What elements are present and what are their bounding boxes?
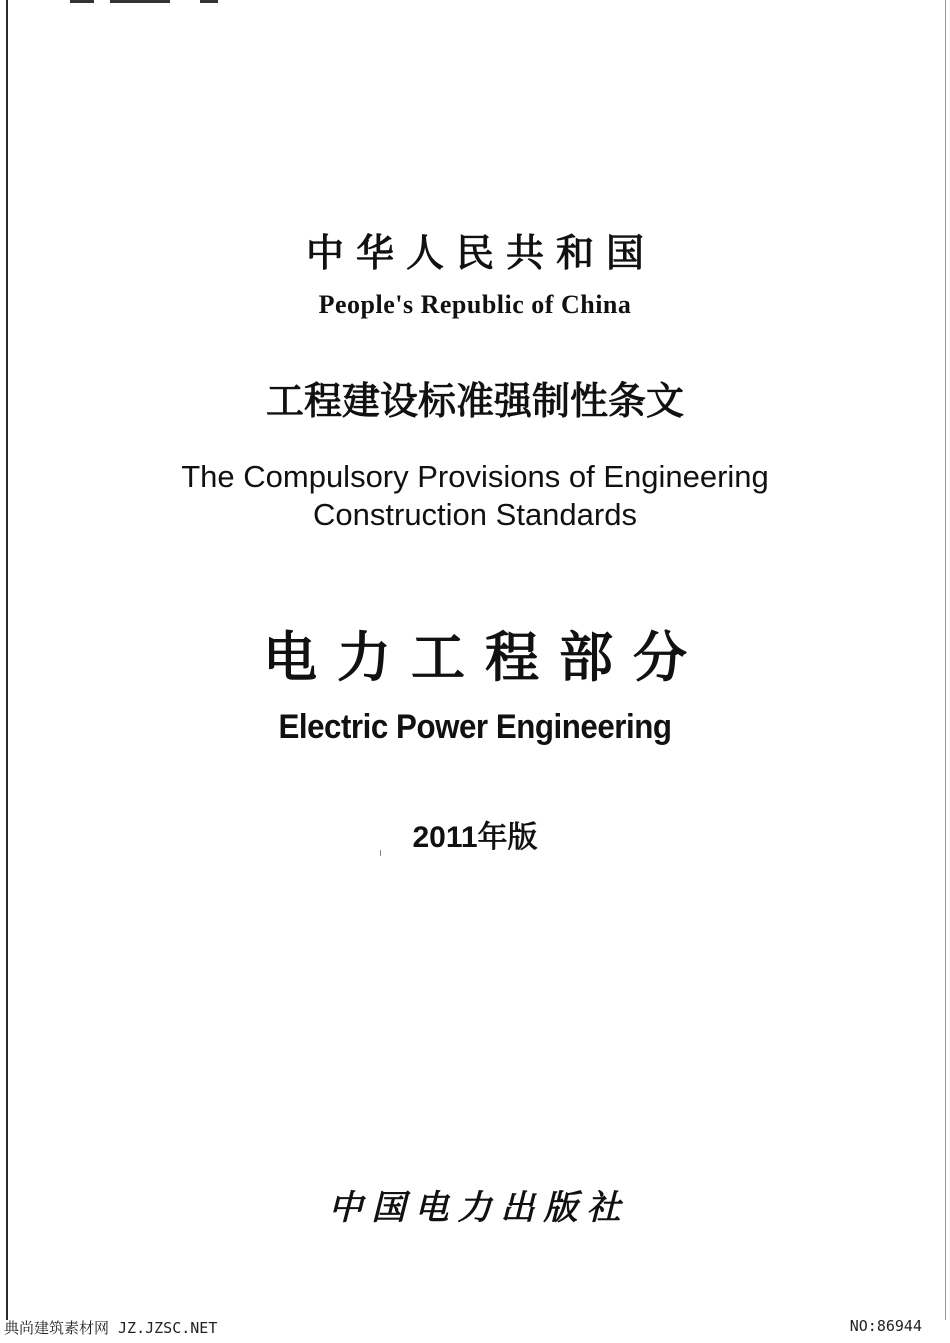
scan-mark (110, 0, 170, 3)
scan-mark (70, 0, 94, 3)
scan-mark (200, 0, 218, 3)
watermark-number: NO:86944 (849, 1317, 922, 1335)
edition-label: 2011年版 (412, 821, 538, 854)
country-name-en: People's Republic of China (318, 290, 632, 319)
country-name-cn: 中华人民共和国 (305, 230, 656, 275)
series-title-en (0, 458, 950, 534)
part-title-cn: 电力工程部分 (263, 626, 707, 689)
watermark-site: 典尚建筑素材网 JZ.JZSC.NET (4, 1319, 218, 1337)
series-title-cn: 工程建设标准强制性条文 (265, 379, 684, 423)
series-title-en-line1: The Compulsory Provisions of Engineering (181, 459, 769, 494)
series-title-en-line2: Construction Standards (313, 497, 637, 532)
part-title-en: Electric Power Engineering (278, 708, 672, 746)
publisher-name: 中国电力出版社 (328, 1188, 630, 1228)
